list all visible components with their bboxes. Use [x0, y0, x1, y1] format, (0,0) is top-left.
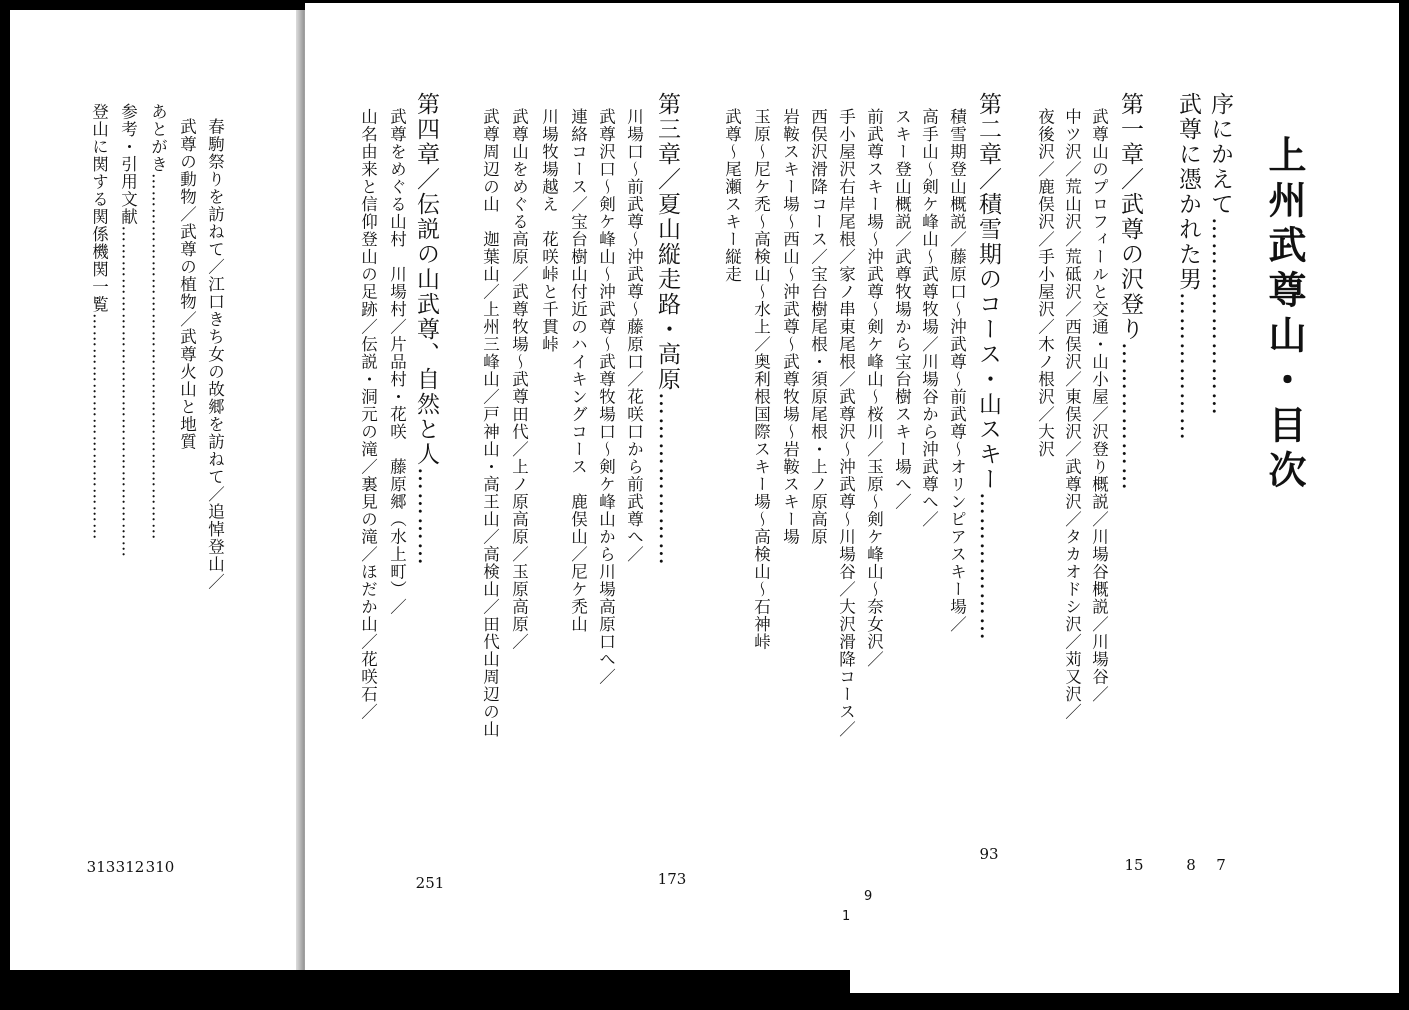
- chapter-2-line: スキー登山概説／武尊牧場から宝台樹スキー場へ／: [892, 108, 912, 511]
- toc-entry-man: [1176, 92, 1199, 442]
- page-number: 251: [415, 874, 445, 892]
- chapter-3-line: 川場口～前武尊～沖武尊～藤原口／花咲口から前武尊へ／: [624, 108, 644, 563]
- chapter-1-line: 武尊山のプロフィールと交通・山小屋／沢登り概説／川場谷概説／川場谷／: [1089, 108, 1109, 703]
- chapter-2-line: 玉原～尼ケ禿～高検山～水上／奥利根国際スキー場～高検山～石神峠: [751, 108, 771, 651]
- chapter-2-line: 前武尊スキー場～沖武尊～剣ケ峰山～桜川／玉原～剣ケ峰山～奈女沢／: [864, 108, 884, 668]
- page-number: 8: [1186, 856, 1196, 874]
- chapter-4-heading: [414, 92, 437, 567]
- chapter-2-line: 西俣沢滑降コース／宝台樹尾根・須原尾根・上ノ原高原: [808, 108, 828, 546]
- entry-leader: ………………: [975, 492, 1001, 642]
- chapter-4-line: 山名由来と信仰登山の足跡／伝説・洞元の滝／裏見の滝／ほだか山／花咲石／: [358, 108, 378, 721]
- chapter-3-heading: [655, 92, 678, 567]
- entry-title: 参考・引用文献: [118, 103, 138, 226]
- entry-title: 武尊に憑かれた男: [1175, 92, 1201, 292]
- entry-leader: ………………: [1175, 292, 1201, 442]
- chapter-2-line: 手小屋沢右岸尾根／家ノ串東尾根／武尊沢～沖武尊～川場谷／大沢滑降コース／: [836, 108, 856, 738]
- entry-leader: ………………: [1117, 342, 1143, 492]
- chapter-2-line: 岩鞍スキー場～西山～沖武尊～武尊牧場～岩鞍スキー場: [780, 108, 800, 546]
- toc-entry-references: [119, 103, 136, 558]
- left-page-line: 武尊の動物／武尊の植物／武尊火山と地質: [177, 118, 197, 451]
- entry-leader: ………………………………………………………: [148, 173, 168, 541]
- entry-title: あとがき: [148, 103, 168, 173]
- chapter-2-line: 武尊～尾瀬スキー縦走: [722, 108, 742, 283]
- folio-number: 1: [842, 909, 851, 924]
- entry-leader: ……………………: [1207, 217, 1233, 417]
- chapter-2-heading: [976, 92, 999, 642]
- chapter-3-line: 連絡コース／宝台樹山付近のハイキングコース 鹿俣山／尼ケ禿山: [568, 108, 588, 633]
- page-number: 312: [115, 858, 145, 876]
- chapter-4-line: 武尊をめぐる山村 川場村／片品村・花咲 藤原郷（水上町）／: [387, 108, 407, 616]
- entry-leader: …………………: [654, 392, 680, 567]
- page-shadow: [305, 970, 850, 994]
- entry-title: 登山に関する関係機関一覧: [89, 103, 109, 313]
- chapter-1-line: 中ツ沢／荒山沢／荒砥沢／西俣沢／東俣沢／武尊沢／タカオドシ沢／苅又沢／: [1062, 108, 1082, 721]
- chapter-1-heading: [1118, 92, 1141, 492]
- entry-title: 序にかえて: [1207, 92, 1233, 217]
- chapter-2-line: 高手山～剣ケ峰山～武尊牧場／川場谷から沖武尊へ／: [919, 108, 939, 528]
- chapter-title: 第三章／夏山縦走路・高原: [654, 92, 680, 392]
- chapter-title: 第一章／武尊の沢登り: [1117, 92, 1143, 342]
- left-page-line: 春駒祭りを訪ねて／江口きち女の故郷を訪ねて／追悼登山／: [205, 118, 225, 591]
- entry-leader: …………: [413, 467, 439, 567]
- chapter-3-line: 武尊周辺の山 迦葉山／上州三峰山／戸神山・高王山／高検山／田代山周辺の山: [480, 108, 500, 738]
- chapter-3-line: 川場牧場越え 花咲峠と千貫峠: [539, 108, 559, 353]
- page-number: 15: [1124, 856, 1144, 874]
- toc-entry-afterword: [149, 103, 166, 541]
- chapter-title: 第四章／伝説の山武尊、自然と人: [413, 92, 439, 467]
- page-number: 93: [979, 845, 999, 863]
- chapter-3-line: 武尊山をめぐる高原／武尊牧場～武尊田代／上ノ原高原／玉原高原／: [509, 108, 529, 651]
- toc-entry-agencies: [90, 103, 107, 541]
- chapter-2-line: 積雪期登山概説／藤原口～沖武尊～前武尊～オリンピアスキー場／: [947, 108, 967, 633]
- page-number: 310: [145, 858, 175, 876]
- folio-number: 9: [864, 889, 873, 904]
- page-number: 173: [657, 870, 687, 888]
- page-number: 7: [1216, 856, 1226, 874]
- page-number: 313: [86, 858, 116, 876]
- toc-entry-preface: [1208, 92, 1231, 417]
- chapter-3-line: 武尊沢口～剣ケ峰山～沖武尊～武尊牧場口～剣ケ峰山から川場高原口へ／: [596, 108, 616, 686]
- entry-leader: …………………………………………………: [118, 225, 138, 558]
- entry-leader: …………………………………: [89, 313, 109, 541]
- chapter-title: 第二章／積雪期のコース・山スキー: [975, 92, 1001, 492]
- chapter-1-line: 夜後沢／鹿俣沢／手小屋沢／木ノ根沢／大沢: [1035, 108, 1055, 458]
- book-title: 上州武尊山・目次: [1262, 135, 1307, 495]
